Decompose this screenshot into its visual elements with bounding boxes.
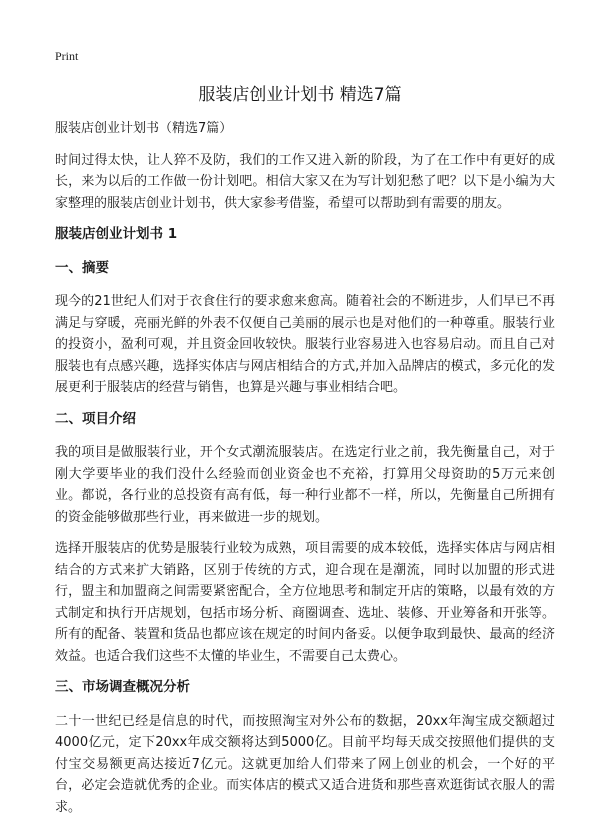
project-paragraph-2: 选择开服装店的优势是服装行业较为成熟，项目需要的成本较低，选择实体店与网店相结合的方式来扩大销路，区别于传统的方式，迎合现在是潮流，同时以加盟的形式进行，盟主和加盟商之间需要紧密配合，全方位地思考和制定开店的策略，以最有效的方式制定和执行开店规划，包括市场分析、商圈调查、选址、装修、开业筹备和开张等。所有的配备、装置和货品也都应该在规定的时间内备妥。以便争取到最快、最高的经济效益。也适合我们这些不太懂的毕业生，不需要自己太费心。 [55,541,555,664]
page-title: 服装店创业计划书 精选7篇 [198,85,402,105]
project-paragraph-1: 我的项目是做服装行业，开个女式潮流服装店。在选定行业之前，我先衡量自己，对于刚大学要毕业的我们没什么经验而创业资金也不充裕，打算用父母资助的5万元来创业。都说，各行业的总投资有高有低，每一种行业都不一样，所以，先衡量自己所拥有的资金能够做那些行业，再来做进一步的规划。 [55,445,555,525]
heading-project-intro: 二、项目介绍 [55,410,136,427]
article-subtitle: 服装店创业计划书（精选7篇） [55,121,233,136]
heading-market-analysis: 三、市场调查概况分析 [55,679,190,695]
summary-paragraph: 现今的21世纪人们对于衣食住行的要求愈来愈高。随着社会的不断进步，人们早已不再满足与穿暖，亮丽光鲜的外表不仅便自己美丽的展示也是对他们的一种尊重。服装行业的投资小，盈利可观，并且资金回收较快。服装行业容易进入也容易启动。而且自己对服装也有点感兴趣，选择实体店与网店相结合的方式,并加入品牌店的模式，多元化的发展更利于服装店的经营与销售，也算是兴趣与事业相结合吧。 [55,294,555,395]
market-paragraph: 二十一世纪已经是信息的时代，而按照淘宝对外公布的数据，20xx年淘宝成交额超过4000亿元，定下20xx年成交额将达到5000亿。目前平均每天成交按照他们提供的支付宝交易额更高达接近7亿元。这就更加给人们带来了网上创业的机会，一个好的平台，必定会造就优秀的企业。而实体店的模式又适合进货和那些喜欢逛街试衣服人的需求。 [55,713,555,815]
article-body [55,118,555,828]
heading-summary: 一、摘要 [55,259,109,276]
section-title: 服装店创业计划书 1 [55,226,178,242]
intro-paragraph: 时间过得太快，让人猝不及防，我们的工作又进入新的阶段，为了在工作中有更好的成长，来为以后的工作做一份计划吧。相信大家又在为写计划犯愁了吧？以下是小编为大家整理的服装店创业计划书，供大家参考借鉴，希望可以帮助到有需要的朋友。 [55,152,555,211]
print-link[interactable]: Print [55,49,79,63]
